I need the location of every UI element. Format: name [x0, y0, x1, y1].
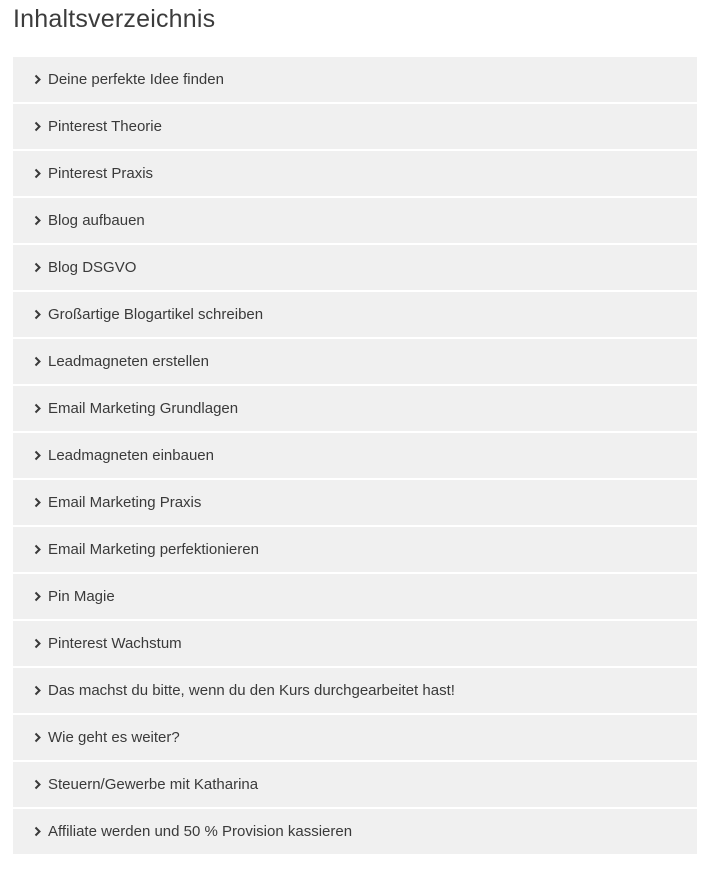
toc-item-label: Pinterest Praxis — [48, 164, 154, 182]
toc-item-leadmagneten-einbauen[interactable] — [13, 433, 697, 478]
toc-item-label: Deine perfekte Idee finden — [48, 70, 224, 88]
chevron-right-icon — [32, 826, 43, 837]
chevron-right-icon — [32, 309, 43, 320]
toc-item-label: Blog DSGVO — [48, 258, 137, 276]
toc-item-pinterest-praxis[interactable] — [13, 151, 697, 196]
toc-item-label: Pin Magie — [48, 587, 115, 605]
toc-item-label: Pinterest Theorie — [48, 117, 162, 135]
toc-item-label: Pinterest Wachstum — [48, 634, 182, 652]
toc-item-email-marketing-praxis[interactable] — [13, 480, 697, 525]
toc-item-label: Wie geht es weiter? — [48, 728, 180, 746]
toc-item-label: Leadmagneten erstellen — [48, 352, 209, 370]
toc-item-kurs-abschluss[interactable] — [13, 668, 697, 713]
toc-item-label: Steuern/Gewerbe mit Katharina — [48, 775, 259, 793]
toc-item-blog-aufbauen[interactable] — [13, 198, 697, 243]
chevron-right-icon — [32, 732, 43, 743]
toc-item-deine-perfekte-idee-finden[interactable] — [13, 57, 697, 102]
chevron-right-icon — [32, 779, 43, 790]
toc-item-label: Affiliate werden und 50 % Provision kassieren — [48, 822, 353, 840]
toc-item-email-marketing-perfektionieren[interactable] — [13, 527, 697, 572]
chevron-right-icon — [32, 544, 43, 555]
toc-item-label: Email Marketing Praxis — [48, 493, 202, 511]
toc-item-label: Email Marketing perfektionieren — [48, 540, 259, 558]
toc-item-pinterest-theorie[interactable] — [13, 104, 697, 149]
toc-item-grossartige-blogartikel-schreiben[interactable] — [13, 292, 697, 337]
chevron-right-icon — [32, 591, 43, 602]
chevron-right-icon — [32, 685, 43, 696]
chevron-right-icon — [32, 356, 43, 367]
chevron-right-icon — [32, 262, 43, 273]
page-title: Inhaltsverzeichnis — [13, 5, 216, 33]
chevron-right-icon — [32, 168, 43, 179]
chevron-right-icon — [32, 450, 43, 461]
chevron-right-icon — [32, 74, 43, 85]
toc-item-label: Großartige Blogartikel schreiben — [48, 305, 264, 323]
chevron-right-icon — [32, 121, 43, 132]
chevron-right-icon — [32, 497, 43, 508]
toc-item-label: Das machst du bitte, wenn du den Kurs durchgearbeitet hast! — [48, 681, 455, 699]
toc-item-email-marketing-grundlagen[interactable] — [13, 386, 697, 431]
toc-item-affiliate-werden[interactable] — [13, 809, 697, 854]
toc-item-label: Email Marketing Grundlagen — [48, 399, 239, 417]
chevron-right-icon — [32, 215, 43, 226]
chevron-right-icon — [32, 403, 43, 414]
toc-item-blog-dsgvo[interactable] — [13, 245, 697, 290]
toc-item-label: Blog aufbauen — [48, 211, 145, 229]
toc-item-label: Leadmagneten einbauen — [48, 446, 214, 464]
table-of-contents — [13, 57, 697, 856]
toc-item-wie-geht-es-weiter[interactable] — [13, 715, 697, 760]
toc-item-steuern-gewerbe[interactable] — [13, 762, 697, 807]
toc-item-leadmagneten-erstellen[interactable] — [13, 339, 697, 384]
toc-item-pinterest-wachstum[interactable] — [13, 621, 697, 666]
chevron-right-icon — [32, 638, 43, 649]
toc-item-pin-magie[interactable] — [13, 574, 697, 619]
